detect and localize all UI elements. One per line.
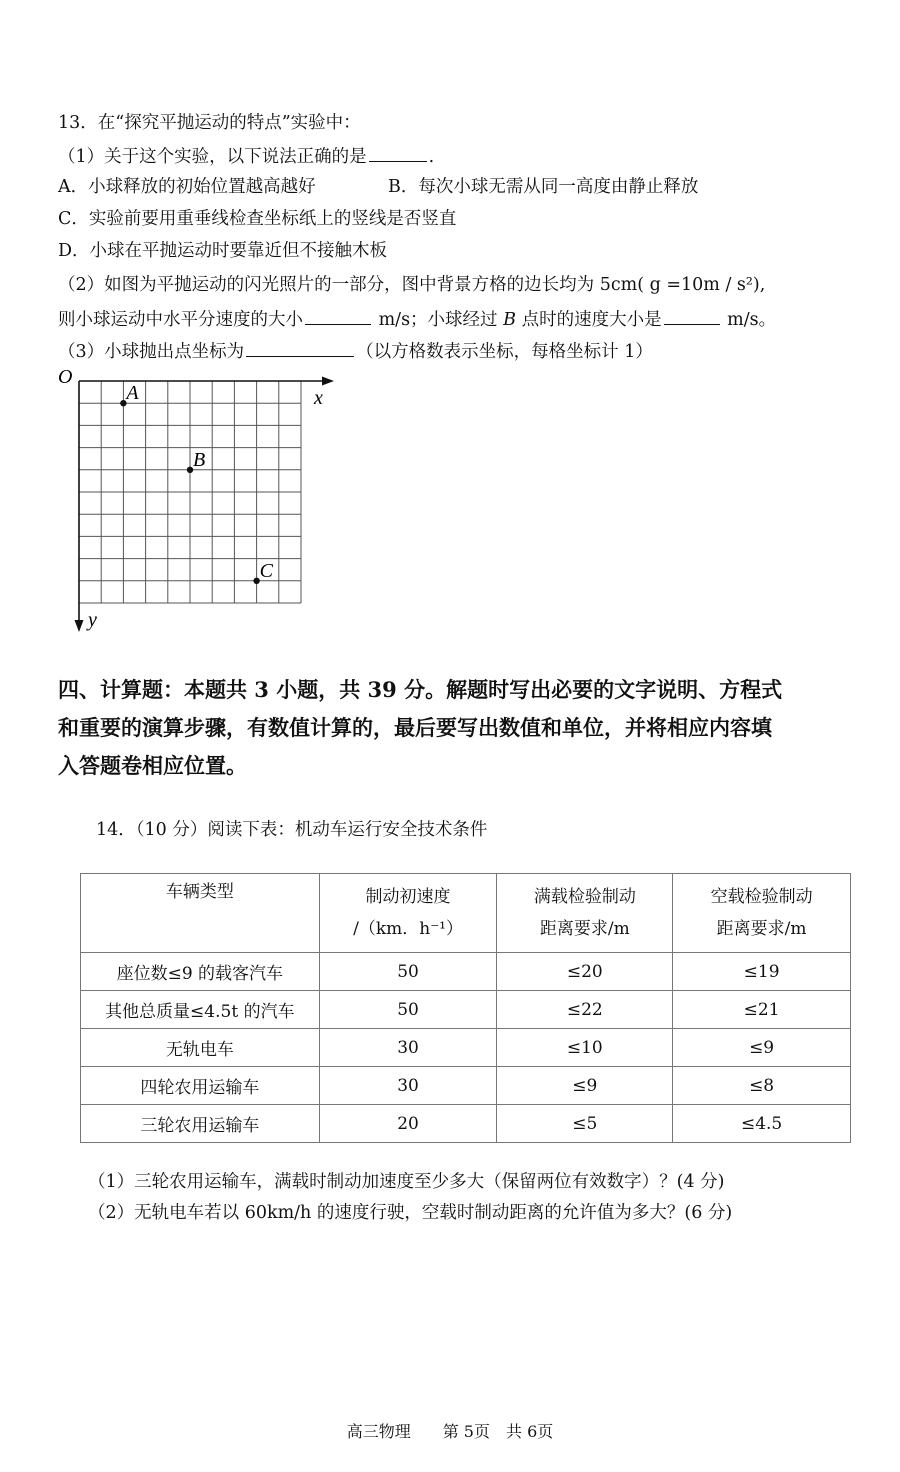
q13-part2-line2 (58, 306, 776, 332)
header-initial-speed-line2: /（km．h⁻¹） (353, 919, 463, 939)
table-cell: ≤9 (497, 1067, 673, 1105)
option-d: D．小球在平抛运动时要靠近但不接触木板 (58, 241, 388, 261)
point-b-label: B (193, 448, 206, 471)
origin-label: O (58, 366, 73, 388)
x-axis-label: x (314, 387, 323, 409)
section4-line3: 入答题卷相应位置。 (58, 753, 247, 778)
q13-part2-line1: （2）如图为平抛运动的闪光照片的一部分，图中背景方格的边长均为 5cm( g =10m / s²), (58, 275, 766, 295)
table-cell: 50 (319, 991, 497, 1029)
table-cell: 无轨电车 (81, 1029, 320, 1067)
table-row (81, 953, 851, 991)
point-c-label: C (259, 559, 273, 582)
q14-sub1: （1）三轮农用运输车，满载时制动加速度至少多大（保留两位有效数字）？(4 分) (88, 1172, 725, 1192)
table-cell: 50 (319, 953, 497, 991)
table-cell: ≤22 (497, 991, 673, 1029)
table-cell: ≤10 (497, 1029, 673, 1067)
header-full-load-line1: 满载检验制动 (533, 887, 636, 907)
answer-blank-2[interactable] (305, 306, 371, 325)
table-cell: 30 (319, 1029, 497, 1067)
table-row (81, 1029, 851, 1067)
header-vehicle-type (81, 874, 320, 953)
q14-title: 14．（10 分）阅读下表：机动车运行安全技术条件 (96, 820, 488, 840)
table-cell: ≤4.5 (673, 1105, 851, 1143)
safety-spec-table (80, 873, 851, 1143)
header-empty-load (673, 874, 851, 953)
table-cell: ≤5 (497, 1105, 673, 1143)
q13-part2-text-a: 则小球运动中水平分速度的大小 (58, 310, 303, 330)
point-a-label: A (126, 382, 139, 405)
table-cell: 20 (319, 1105, 497, 1143)
q13-part3-suffix: （以方格数表示坐标，每格坐标计 1） (356, 342, 653, 362)
grid-points (120, 382, 273, 584)
answer-blank-4[interactable] (246, 338, 354, 357)
table-cell: 其他总质量≤4.5t 的汽车 (81, 991, 320, 1029)
option-b: B．每次小球无需从同一高度由静止释放 (388, 177, 699, 197)
answer-blank-1[interactable] (369, 143, 427, 162)
projectile-grid-figure (50, 362, 350, 642)
table-cell: ≤9 (673, 1029, 851, 1067)
point-b-ref: B (503, 310, 517, 330)
section4-line2: 和重要的演算步骤，有数值计算的，最后要写出数值和单位，并将相应内容填 (58, 715, 772, 740)
header-initial-speed-line1: 制动初速度 (365, 887, 451, 907)
table-cell: ≤8 (673, 1067, 851, 1105)
table-cell: ≤19 (673, 953, 851, 991)
q13-part2-text-d: m/s。 (727, 310, 777, 330)
header-full-load (497, 874, 673, 953)
q13-part1-prefix: （1）关于这个实验，以下说法正确的是 (58, 147, 367, 167)
header-initial-speed (319, 874, 497, 953)
q13-part3-prefix: （3）小球抛出点坐标为 (58, 342, 245, 362)
table-row (81, 1067, 851, 1105)
header-empty-load-line1: 空载检验制动 (710, 887, 813, 907)
table-header-row (81, 874, 851, 953)
header-empty-load-line2: 距离要求/m (716, 919, 807, 939)
table-cell: 三轮农用运输车 (81, 1105, 320, 1143)
section4-line1: 四、计算题：本题共 3 小题，共 39 分。解题时写出必要的文字说明、方程式 (58, 677, 783, 702)
table-cell: 30 (319, 1067, 497, 1105)
x-axis-arrow-icon (322, 377, 334, 386)
q13-part2-text-b: m/s；小球经过 (378, 310, 498, 330)
q13-part1-suffix: . (428, 147, 435, 167)
answer-blank-3[interactable] (664, 306, 720, 325)
q13-title: 13．在“探究平抛运动的特点”实验中： (58, 113, 361, 133)
page-footer: 高三物理 第 5页 共 6页 (346, 1422, 554, 1441)
header-full-load-line2: 距离要求/m (539, 919, 630, 939)
q14-sub2: （2）无轨电车若以 60km/h 的速度行驶，空载时制动距离的允许值为多大？(6 分) (88, 1203, 733, 1223)
table-cell: ≤21 (673, 991, 851, 1029)
table-cell: 座位数≤9 的载客汽车 (81, 953, 320, 991)
y-axis-arrow-icon (75, 620, 84, 632)
y-axis-label: y (88, 609, 97, 631)
table-row (81, 991, 851, 1029)
table-row (81, 1105, 851, 1143)
option-a: A．小球释放的初始位置越高越好 (58, 177, 316, 197)
table-cell: ≤20 (497, 953, 673, 991)
table-cell: 四轮农用运输车 (81, 1067, 320, 1105)
q13-part1 (58, 143, 434, 169)
q13-part2-text-c: 点时的速度大小是 (521, 310, 662, 330)
option-c: C．实验前要用重垂线检查坐标纸上的竖线是否竖直 (58, 209, 457, 229)
header-vehicle-type-text: 车辆类型 (165, 882, 234, 902)
q13-part3 (58, 338, 653, 364)
